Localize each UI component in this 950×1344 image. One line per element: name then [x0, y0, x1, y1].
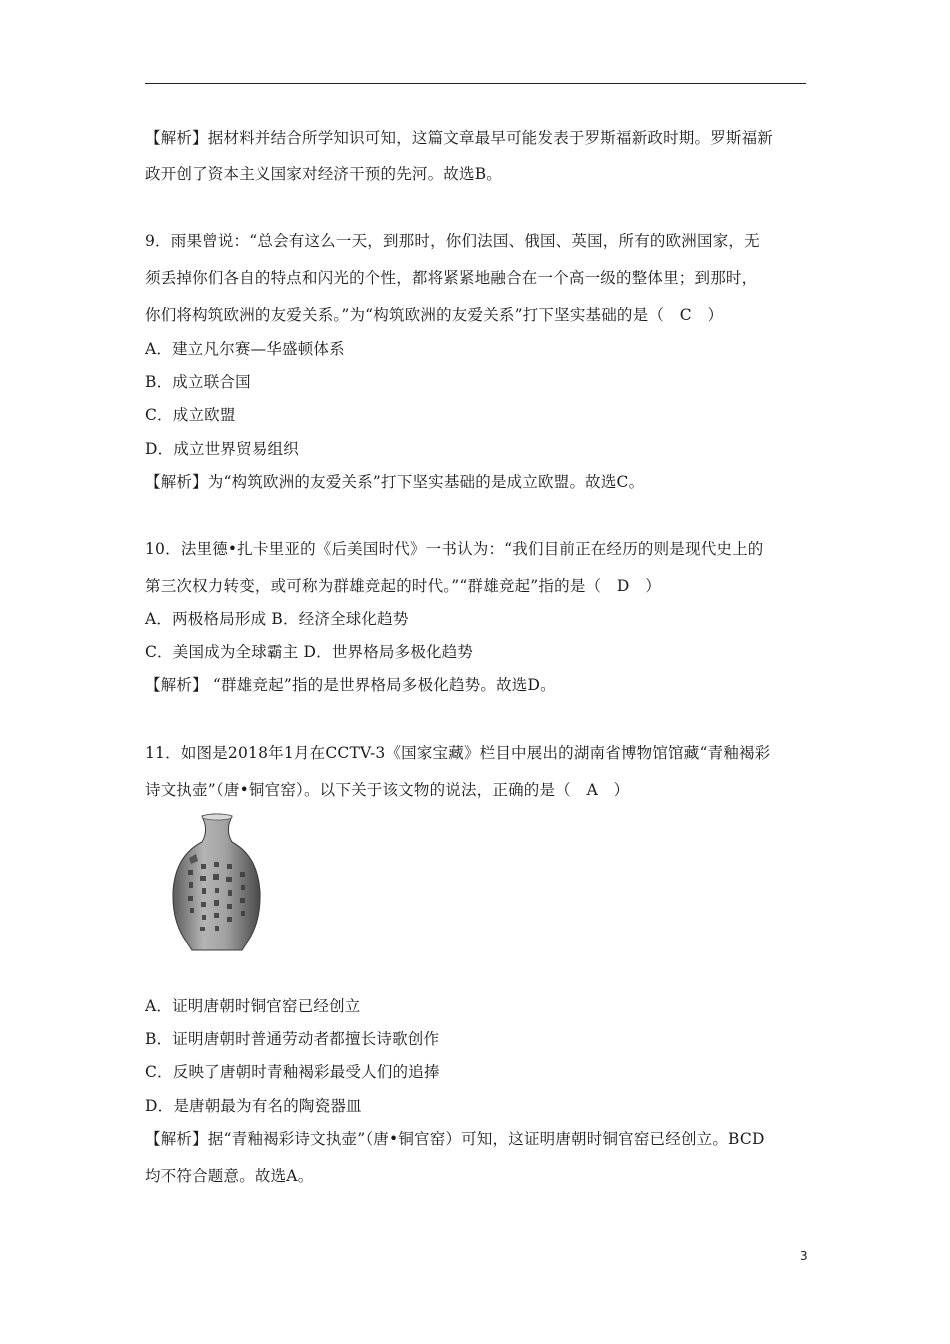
- q10-stem-line-1: 10．法里德•扎卡里亚的《后美国时代》一书认为：“我们目前正在经历的则是现代史上的: [145, 540, 764, 558]
- page-number: 3: [800, 1249, 808, 1263]
- prev-analysis-line-2: 政开创了资本主义国家对经济干预的先河。故选B。: [145, 165, 502, 183]
- q11-option-d: D．是唐朝最为有名的陶瓷器皿: [145, 1097, 362, 1115]
- q11-analysis-line-2: 均不符合题意。故选A。: [145, 1167, 314, 1185]
- q10-options-ab: A．两极格局形成 B．经济全球化趋势: [145, 610, 409, 628]
- q11-stem-line-1: 11．如图是2018年1月在CCTV-3《国家宝藏》栏目中展出的湖南省博物馆馆藏“青釉褐彩: [145, 744, 771, 762]
- q9-option-c: C．成立欧盟: [145, 406, 236, 424]
- q9-stem-line-2: 须丢掉你们各自的特点和闪光的个性，都将紧紧地融合在一个高一级的整体里；到那时，: [145, 269, 758, 287]
- q9-option-b: B．成立联合国: [145, 373, 251, 391]
- q10-stem-line-2: 第三次权力转变，或可称为群雄竞起的时代。”“群雄竞起”指的是（ D ）: [145, 577, 661, 595]
- q11-analysis-line-1: 【解析】据“青釉褐彩诗文执壶”（唐•铜官窑）可知，这证明唐朝时铜官窑已经创立。BCD: [145, 1130, 765, 1148]
- header-rule: [145, 83, 806, 84]
- prev-analysis-line-1: 【解析】据材料并结合所学知识可知，这篇文章最早可能发表于罗斯福新政时期。罗斯福新: [145, 129, 774, 147]
- q11-option-c: C．反映了唐朝时青釉褐彩最受人们的追捧: [145, 1063, 440, 1081]
- q9-stem-line-1: 9．雨果曾说：“总会有这么一天，到那时，你们法国、俄国、英国，所有的欧洲国家，无: [145, 232, 760, 250]
- q11-option-b: B．证明唐朝时普通劳动者都擅长诗歌创作: [145, 1030, 440, 1048]
- q9-option-d: D．成立世界贸易组织: [145, 440, 299, 458]
- q11-option-a: A．证明唐朝时铜官窑已经创立: [145, 997, 361, 1015]
- q9-option-a: A．建立凡尔赛—华盛顿体系: [145, 340, 345, 358]
- q10-options-cd: C．美国成为全球霸主 D．世界格局多极化趋势: [145, 643, 474, 661]
- q10-analysis: 【解析】 “群雄竞起”指的是世界格局多极化趋势。故选D。: [145, 676, 556, 694]
- q9-analysis: 【解析】为“构筑欧洲的友爱关系”打下坚实基础的是成立欧盟。故选C。: [145, 473, 645, 491]
- vase-photo: [166, 812, 266, 952]
- q9-stem-line-3: 你们将构筑欧洲的友爱关系。”为“构筑欧洲的友爱关系”打下坚实基础的是（ C ）: [145, 306, 724, 324]
- q11-stem-line-2: 诗文执壶”（唐•铜官窑）。以下关于该文物的说法，正确的是（ A ）: [145, 781, 630, 799]
